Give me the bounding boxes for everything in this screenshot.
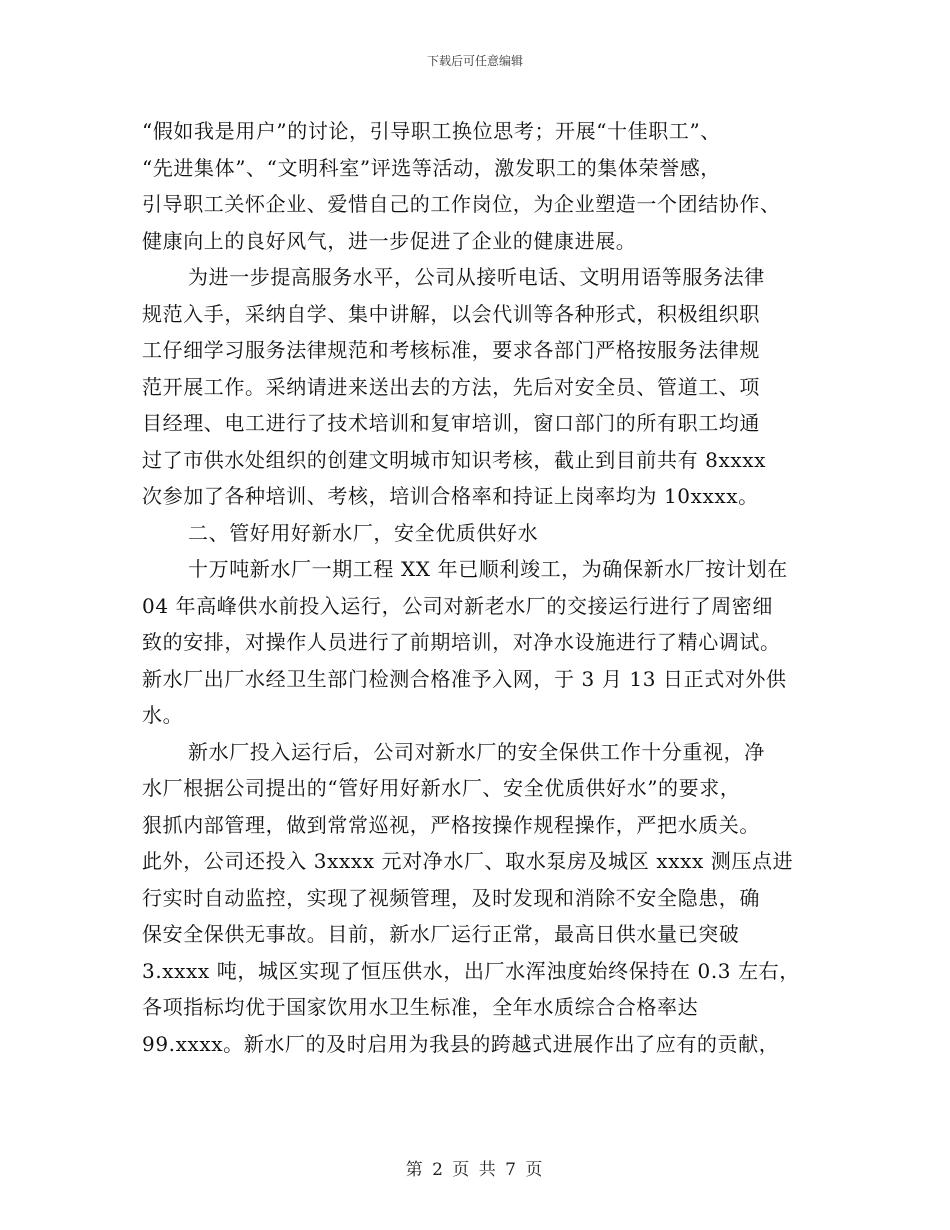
text-line: 水厂根据公司提出的“管好用好新水厂、安全优质供好水”的要求，: [142, 776, 741, 800]
text-line: 致的安排，对操作人员进行了前期培训，对净水设施进行了精心调试。: [142, 630, 781, 654]
text-line: 各项指标均优于国家饮用水卫生标准，全年水质综合合格率达: [142, 995, 699, 1019]
text-line: 健康向上的良好风气，进一步促进了企业的健康进展。: [142, 228, 637, 253]
text-line: 过了市供水处组织的创建文明城市知识考核，截止到目前共有 8xxxx: [142, 447, 766, 472]
text-line: 目经理、电工进行了技术培训和复审培训，窗口部门的所有职工均通: [142, 411, 760, 435]
text-line: 新水厂投入运行后，公司对新水厂的安全保供工作十分重视，净: [188, 739, 765, 764]
text-line: 狠抓内部管理，做到常常巡视，严格按操作规程操作，严把水质关。: [142, 812, 760, 837]
text-line: 3.xxxx 吨，城区实现了恒压供水，出厂水浑浊度始终保持在 0.3 左右，: [142, 958, 800, 983]
text-line: 此外，公司还投入 3xxxx 元对净水厂、取水泵房及城区 xxxx 测压点进: [142, 849, 794, 873]
page-header: 下载后可任意编辑: [426, 54, 523, 68]
text-line: 工仔细学习服务法律规范和考核标准，要求各部门严格按服务法律规: [142, 338, 760, 362]
text-line: 保安全保供无事故。目前，新水厂运行正常，最高日供水量已突破: [142, 922, 740, 946]
text-line: 99.xxxx。新水厂的及时启用为我县的跨越式进展作出了应有的贡献，: [142, 1031, 780, 1056]
text-line: 二、管好用好新水厂，安全优质供好水: [188, 520, 539, 545]
text-line: 范开展工作。采纳请进来送出去的方法，先后对安全员、管道工、项: [142, 374, 760, 399]
text-line: 行实时自动监控，实现了视频管理，及时发现和消除不安全隐患，确: [142, 885, 760, 910]
text-line: 引导职工关怀企业、爱惜自己的工作岗位，为企业塑造一个团结协作、: [142, 192, 781, 216]
text-line: 十万吨新水厂一期工程 XX 年已顺利竣工，为确保新水厂按计划在: [188, 557, 788, 581]
text-line: 次参加了各种培训、考核，培训合格率和持证上岗率均为 10xxxx。: [142, 484, 759, 508]
document-body: [142, 113, 814, 1062]
text-line: 水。: [142, 703, 184, 727]
text-line: “先进集体”、“文明科室”评选等活动，激发职工的集体荣誉感，: [142, 155, 721, 180]
text-line: “假如我是用户”的讨论，引导职工换位思考；开展“十佳职工”、: [142, 119, 721, 143]
text-line: 04 年高峰供水前投入运行，公司对新老水厂的交接运行进行了周密细: [142, 593, 774, 618]
text-line: 规范入手，采纳自学、集中讲解，以会代训等各种形式，积极组织职: [142, 301, 760, 326]
text-line: 为进一步提高服务水平，公司从接听电话、文明用语等服务法律: [188, 265, 765, 289]
text-line: 新水厂出厂水经卫生部门检测合格准予入网，于 3 月 13 日正式对外供: [142, 666, 787, 691]
page-footer: 第 2 页 共 7 页: [405, 1160, 545, 1180]
